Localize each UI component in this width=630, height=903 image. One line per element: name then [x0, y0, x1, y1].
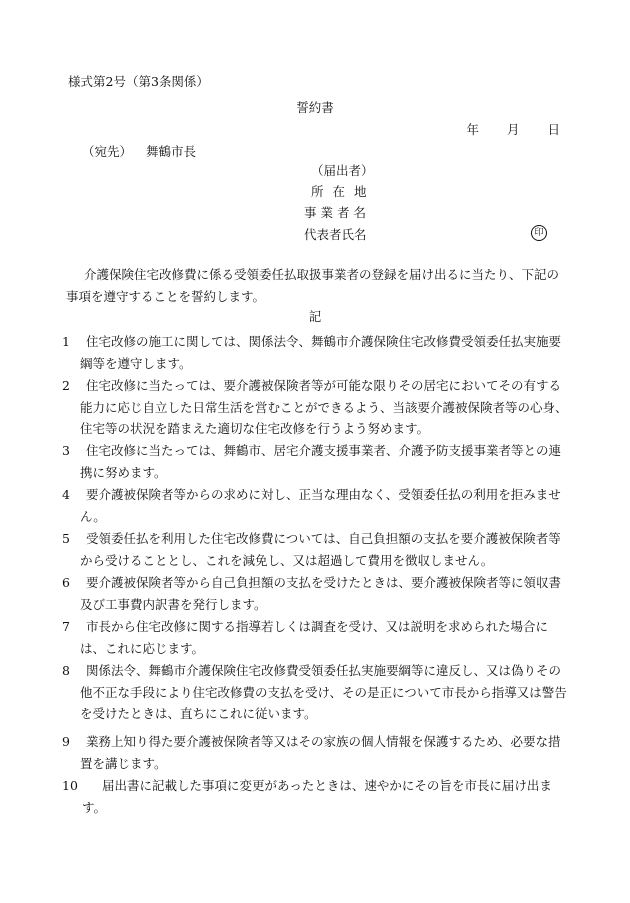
date-year-label: 年	[466, 122, 479, 137]
pledge-item	[62, 616, 570, 659]
pledge-item-text: 要介護被保険者等からの求めに対し、正当な理由なく、受領委任払の利用を拒みません。	[80, 487, 561, 524]
pledge-item-text: 要介護被保険者等から自己負担額の支払を受けたときは、要介護被保険者等に領収書及び工事費内訳書を発行します。	[80, 575, 562, 612]
pledge-item-number: 8	[62, 663, 70, 678]
pledge-item-text: 業務上知り得た要介護被保険者等又はその家族の個人情報を保護するため、必要な措置を講じます。	[80, 734, 561, 771]
pledge-item	[62, 731, 570, 774]
business-name-label: 事業者名	[304, 205, 371, 220]
pledge-item	[62, 331, 570, 374]
date-day-label: 日	[547, 122, 560, 137]
intro-paragraph: 介護保険住宅改修費に係る受領委任払取扱事業者の登録を届け出るに当たり、下記の事項を遵守することを誓約します。	[66, 267, 560, 304]
date-month-label: 月	[506, 122, 520, 137]
pledge-item	[62, 375, 570, 440]
pledge-item-text: 受領委任払を利用した住宅改修費については、自己負担額の支払を要介護被保険者等から受けることとし、これを減免し、又は超過して費用を徴収しません。	[80, 531, 561, 568]
pledge-item-number: 6	[62, 575, 70, 590]
representative-label: 代表者氏名	[304, 227, 367, 242]
pledge-item-text: 関係法令、舞鶴市介護保険住宅改修費受領委任払実施要綱等に違反し、又は偽りその他不正な手段により住宅改修費の支払を受け、その是正について市長から指導又は警告を受けたときは、直ちにこれに従います。	[80, 663, 567, 721]
address-label: 所在地	[311, 184, 376, 199]
pledge-item-text: 住宅改修の施工に関しては、関係法令、舞鶴市介護保険住宅改修費受領委任払実施要綱等を遵守します。	[80, 334, 562, 371]
addressee	[82, 145, 196, 159]
pledge-item	[62, 775, 570, 818]
form-number: 様式第2号（第3条関係）	[68, 74, 209, 89]
pledge-item-text: 住宅改修に当たっては、要介護被保険者等が可能な限りその居宅においてその有する能力に応じ自立した日常生活を営むことができるよう、当該要介護被保険者等の心身、住宅等の状況を踏まえた適切な住宅改修を行うよう努めます。	[80, 378, 568, 436]
pledge-item-text: 届出書に記載した事項に変更があったときは、速やかにその旨を市長に届け出ます。	[82, 778, 552, 815]
pledge-item-text: 市長から住宅改修に関する指導若しくは調査を受け、又は説明を求められた場合には、これに応じます。	[80, 619, 549, 656]
addressee-name: 舞鶴市長	[146, 144, 197, 159]
addressee-label: （宛先）	[82, 144, 133, 159]
notifier-label: （届出者）	[311, 163, 374, 178]
pledge-item	[62, 484, 570, 527]
pledge-item-number: 10	[62, 778, 78, 793]
pledge-item	[62, 528, 570, 571]
pledge-item-number: 7	[62, 619, 70, 634]
pledge-item-number: 5	[62, 531, 70, 546]
pledge-item	[62, 440, 570, 483]
pledge-item-number: 1	[62, 334, 70, 349]
date-line	[466, 123, 560, 137]
ki-heading: 記	[308, 309, 322, 324]
document-title: 誓約書	[296, 100, 334, 115]
pledge-item-number: 9	[62, 734, 70, 749]
pledge-item	[62, 572, 570, 615]
pledge-item-number: 2	[62, 378, 70, 393]
seal-mark: 印	[531, 225, 547, 241]
pledge-item-number: 4	[62, 487, 70, 502]
pledge-item	[62, 660, 570, 725]
pledge-item-text: 住宅改修に当たっては、舞鶴市、居宅介護支援事業者、介護予防支援事業者等との連携に努めます。	[80, 443, 562, 480]
pledge-item-number: 3	[62, 443, 70, 458]
